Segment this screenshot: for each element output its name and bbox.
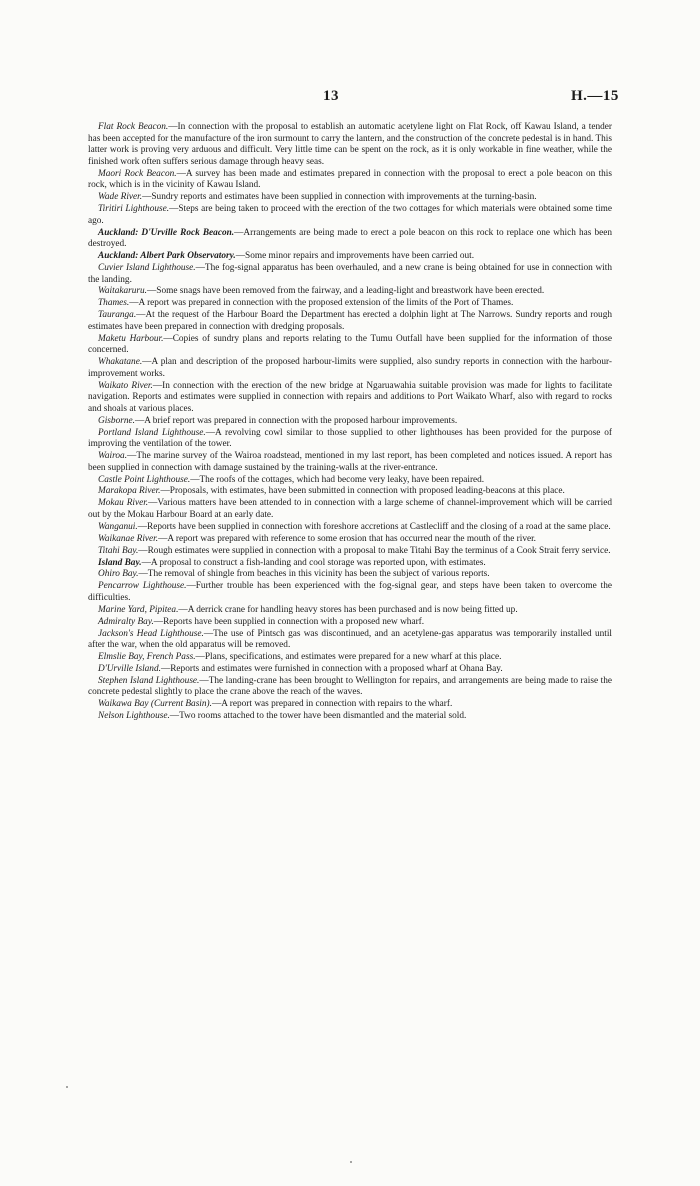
entry-text: —In connection with the proposal to establish an automatic acetylene light on Flat Rock, off Kawau Island, a tender has been accepted for the manufacture of the iron surmount to carry the lantern, and the construction of the concrete pedestal is in hand. This latter work is proving very arduous and difficult. Very little time can be spent on the rock, as it is only workable in fine weather, while the finished work often suffers serious damage through heavy seas. (88, 122, 612, 167)
entry-waikato-river (88, 381, 612, 416)
entry-text: —A brief report was prepared in connection with the proposed harbour improvements. (134, 415, 458, 426)
entry-title: Marine Yard, Pipitea. (98, 604, 179, 615)
entry-waikanae-river (88, 534, 612, 546)
entry-text: —The roofs of the cottages, which had become very leaky, have been repaired. (190, 474, 485, 485)
entry-elmslie-bay (88, 652, 612, 664)
entry-title: Waikanae River. (98, 533, 159, 544)
entry-text: —A report was prepared in connection with the proposed extension of the limits of the Port of Thames. (129, 298, 514, 309)
entry-text: —Various matters have been attended to in connection with a large scheme of channel-improvement which will be carried out by the Mokau Harbour Board at an early date. (88, 498, 612, 520)
entry-title: Maketu Harbour. (98, 333, 164, 344)
entry-title: Marakopa River. (98, 486, 161, 497)
entry-nelson-lighthouse (88, 711, 612, 723)
entry-wade-river (88, 192, 612, 204)
entry-title: Island Bay. (98, 557, 142, 568)
entry-title: Wanganui. (98, 521, 138, 532)
entry-waitakaruru (88, 286, 612, 298)
entry-title: Portland Island Lighthouse. (98, 427, 206, 438)
entry-flat-rock-beacon (88, 122, 612, 168)
page-number: 13 (323, 88, 339, 104)
entry-text: —A derrick crane for handling heavy stores has been purchased and is now being fitted up. (178, 604, 518, 615)
scan-speck (350, 1161, 352, 1163)
entry-title: Titahi Bay. (98, 545, 139, 556)
entry-title: Admiralty Bay. (98, 616, 154, 627)
entry-title: Auckland: D'Urville Rock Beacon. (98, 227, 235, 238)
entry-stephen-island-lighthouse (88, 676, 612, 699)
entry-marakopa-river (88, 486, 612, 498)
entry-title: Castle Point Lighthouse. (98, 474, 191, 485)
entry-thames (88, 298, 612, 310)
entry-text: —Further trouble has been experienced with the fog-signal gear, and steps have been taken to overcome the difficulties. (88, 581, 612, 603)
entry-text: —Some snags have been removed from the fairway, and a leading-light and breastwork have been erected. (147, 286, 545, 297)
entry-marine-yard-pipitea (88, 605, 612, 617)
entry-title: Auckland: Albert Park Observatory. (98, 251, 236, 262)
entry-text: —Sundry reports and estimates have been supplied in connection with improvements at the turning-basin. (142, 192, 537, 203)
entry-text: —In connection with the erection of the new bridge at Ngaruawahia suitable provision was made for lights to facilitate navigation. Reports and estimates were supplied in connection with repairs and additions to Port Waikato Wharf, also with regard to rocks and shoals at various places. (88, 380, 612, 414)
entry-text: —Arrangements are being made to erect a pole beacon on this rock to replace one which has been destroyed. (88, 227, 612, 250)
entry-tauranga (88, 310, 612, 333)
entry-title: Waikato River. (98, 380, 153, 391)
entry-admiralty-bay (88, 617, 612, 629)
entry-title: Nelson Lighthouse. (98, 711, 170, 722)
entry-pencarrow-lighthouse (88, 581, 612, 604)
entry-title: D'Urville Island. (98, 663, 161, 674)
entry-title: Cuvier Island Lighthouse. (98, 262, 196, 273)
entry-mokau-river (88, 498, 612, 521)
entry-waikawa-bay (88, 699, 612, 711)
entry-text: —Reports and estimates were furnished in connection with a proposed wharf at Ohana Bay. (160, 663, 503, 674)
entry-island-bay (88, 558, 612, 570)
entry-text: —The marine survey of the Wairoa roadstead, mentioned in my last report, has been completed and notices issued. A report has been supplied in connection with damage sustained by the training-walls at the river-entrance. (88, 451, 612, 473)
entry-text: —A report was prepared in connection with repairs to the wharf. (211, 699, 453, 710)
entry-text: —Plans, specifications, and estimates were prepared for a new wharf at this place. (195, 652, 502, 663)
entry-title: Tauranga. (98, 310, 137, 321)
entry-jacksons-head-lighthouse (88, 629, 612, 652)
entry-text: —Two rooms attached to the tower have been dismantled and the material sold. (169, 711, 467, 722)
entry-cuvier-island-lighthouse (88, 263, 612, 286)
entry-castle-point-lighthouse (88, 475, 612, 487)
entry-title: Waitakaruru. (98, 286, 147, 297)
entry-text: —A report was prepared with reference to some erosion that has occurred near the mouth of the river. (158, 533, 537, 544)
entry-durville-rock-beacon (88, 228, 612, 251)
entry-text: —Some minor repairs and improvements have been carried out. (235, 251, 475, 262)
entry-text: —The landing-crane has been brought to Wellington for repairs, and arrangements are being made to raise the concrete pedestal slightly to place the crane above the reach of the waves. (88, 675, 612, 698)
entry-title: Whakatane. (98, 357, 143, 368)
entry-text: —At the request of the Harbour Board the Department has erected a dolphin light at The Narrows. Sundry reports and rough estimates have been prepared in connection with dredging proposals. (88, 310, 612, 332)
entry-title: Wade River. (98, 192, 143, 203)
entry-title: Thames. (98, 298, 130, 309)
entry-durville-island (88, 664, 612, 676)
entry-maori-rock-beacon (88, 169, 612, 192)
entry-title: Jackson's Head Lighthouse. (98, 628, 204, 639)
entry-text: —Copies of sundry plans and reports relating to the Tumu Outfall have been supplied for the information of those concerned. (88, 333, 612, 356)
entry-portland-island-lighthouse (88, 428, 612, 451)
entry-title: Waikawa Bay (Current Basin). (98, 699, 212, 710)
entry-text: —The fog-signal apparatus has been overhauled, and a new crane is being obtained for use in connection with the landing. (88, 262, 612, 285)
entry-titahi-bay (88, 546, 612, 558)
entry-title: Gisborne. (98, 415, 135, 426)
entry-title: Ohiro Bay. (98, 569, 139, 580)
entry-ohiro-bay (88, 569, 612, 581)
scan-speck (66, 1086, 68, 1088)
entry-title: Mokau River. (98, 498, 149, 509)
report-body (88, 122, 612, 723)
entry-text: —Proposals, with estimates, have been submitted in connection with proposed leading-beacons at this place. (160, 486, 565, 497)
entry-title: Pencarrow Lighthouse. (98, 581, 187, 592)
entry-title: Maori Rock Beacon. (98, 168, 177, 179)
entry-title: Wairoa. (98, 451, 128, 462)
entry-title: Flat Rock Beacon. (98, 122, 169, 132)
entry-tiritiri-lighthouse (88, 204, 612, 227)
entry-text: —A revolving cowl similar to those supplied to other lighthouses has been provided for the purpose of improving the ventilation of the tower. (88, 427, 612, 450)
entry-gisborne (88, 416, 612, 428)
entry-text: —The use of Pintsch gas was discontinued, and an acetylene-gas apparatus was temporarily installed until after the war, when the old apparatus will be removed. (88, 628, 612, 651)
entry-wanganui (88, 522, 612, 534)
entry-albert-park-observatory (88, 251, 612, 263)
entry-text: —Rough estimates were supplied in connection with a proposal to make Titahi Bay the terminus of a Cook Strait ferry service. (138, 545, 611, 556)
entry-maketu-harbour (88, 334, 612, 357)
entry-text: —A survey has been made and estimates prepared in connection with the proposal to erect a pole beacon on this rock, which is in the vicinity of Kawau Island. (88, 168, 612, 191)
entry-text: —Reports have been supplied in connection with a proposed new wharf. (153, 616, 425, 627)
entry-text: —The removal of shingle from beaches in this vicinity has been the subject of various reports. (138, 569, 490, 580)
page-header (0, 88, 700, 108)
entry-text: —Reports have been supplied in connection with foreshore accretions at Castlecliff and the closing of a road at the same place. (137, 521, 611, 532)
entry-title: Elmslie Bay, French Pass. (98, 652, 196, 663)
entry-text: —A plan and description of the proposed harbour-limits were supplied, also sundry reports in connection with the harbour-improvement works. (88, 357, 612, 379)
document-reference: H.—15 (571, 88, 619, 104)
entry-title: Tiritiri Lighthouse. (98, 204, 170, 215)
entry-wairoa (88, 451, 612, 474)
entry-text: —Steps are being taken to proceed with the erection of the two cottages for which materials were obtained some time ago. (88, 204, 612, 226)
entry-title: Stephen Island Lighthouse. (98, 675, 200, 686)
entry-whakatane (88, 357, 612, 380)
entry-text: —A proposal to construct a fish-landing and cool storage was reported upon, with estimates. (141, 557, 486, 568)
